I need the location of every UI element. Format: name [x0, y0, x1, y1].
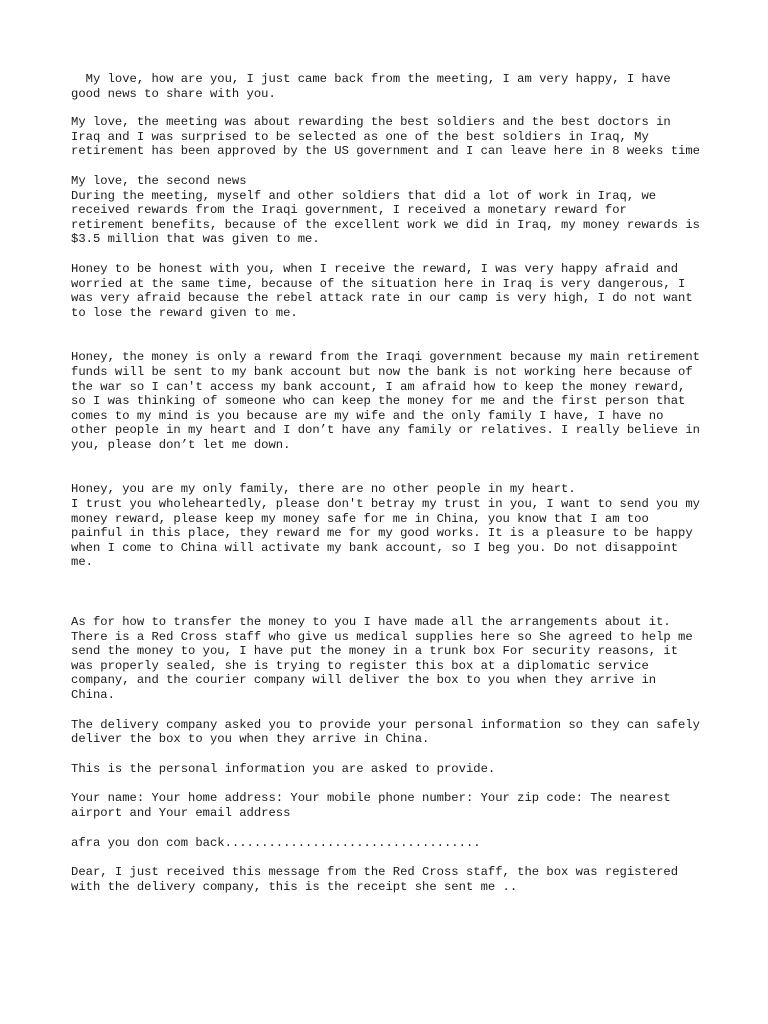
letter-body [71, 72, 708, 894]
paragraph-3: My love, the second news During the meeting, myself and other soldiers that did a lot of work in Iraq, we received rewards from the Iraqi government, I received a monetary reward for retirement benefits, because of the excellent work we did in Iraq, my money rewards is $3.5 million that was given to me. [71, 173, 700, 247]
paragraph-9: This is the personal information you are asked to provide. [71, 761, 496, 776]
paragraph-11: afra you don com back................................... [71, 835, 481, 850]
paragraph-8: The delivery company asked you to provide your personal information so they can safely deliver the box to you when they arrive in China. [71, 717, 708, 747]
paragraph-10: Your name: Your home address: Your mobile phone number: Your zip code: The nearest airport and Your email address [71, 791, 679, 820]
paragraph-6: Honey, you are my only family, there are no other people in my heart. I trust you wholeheartedly, please don't betray my trust in you, I want to send you my money reward, please keep my money safe for me in China, you know that I am too painful in this place, they reward me for my good works. It is a pleasure to be happy when I come to China will activate my bank account, so I beg you. Do not disappoint me. [71, 482, 700, 570]
paragraph-7: As for how to transfer the money to you I have made all the arrangements about it. There is a Red Cross staff who give us medical supplies here so She agreed to help me send the money to you, I have put the money in a trunk box For security reasons, it was properly sealed, she is trying to register this box at a diplomatic service company, and the courier company will deliver the box to you when they arrive in China. [71, 615, 700, 702]
paragraph-12: Dear, I just received this message from the Red Cross staff, the box was registered with the delivery company, this is the receipt she sent me .. [71, 865, 686, 894]
paragraph-4: Honey to be honest with you, when I receive the reward, I was very happy afraid and worried at the same time, because of the situation here in Iraq is very dangerous, I was very afraid because the rebel attack rate in our camp is very high, I do not want to lose the reward given to me. [71, 261, 700, 320]
paragraph-1: My love, how are you, I just came back from the meeting, I am very happy, I have good news to share with you. [71, 72, 679, 101]
paragraph-2: My love, the meeting was about rewarding the best soldiers and the best doctors in Iraq and I was surprised to be selected as one of the best soldiers in Iraq, My retirement has been approved by the US government and I can leave here in 8 weeks time [71, 115, 700, 159]
paragraph-5: Honey, the money is only a reward from the Iraqi government because my main retirement funds will be sent to my bank account but now the bank is not working here because of the war so I can't access my bank account, I am afraid how to keep the money reward, so I was thinking of someone who can keep the money for me and the first person that comes to my mind is you because are my wife and the only family I have, I have no other people in my heart and I don’t have any family or relatives. I really believe in you, please don’t let me down. [71, 350, 708, 452]
